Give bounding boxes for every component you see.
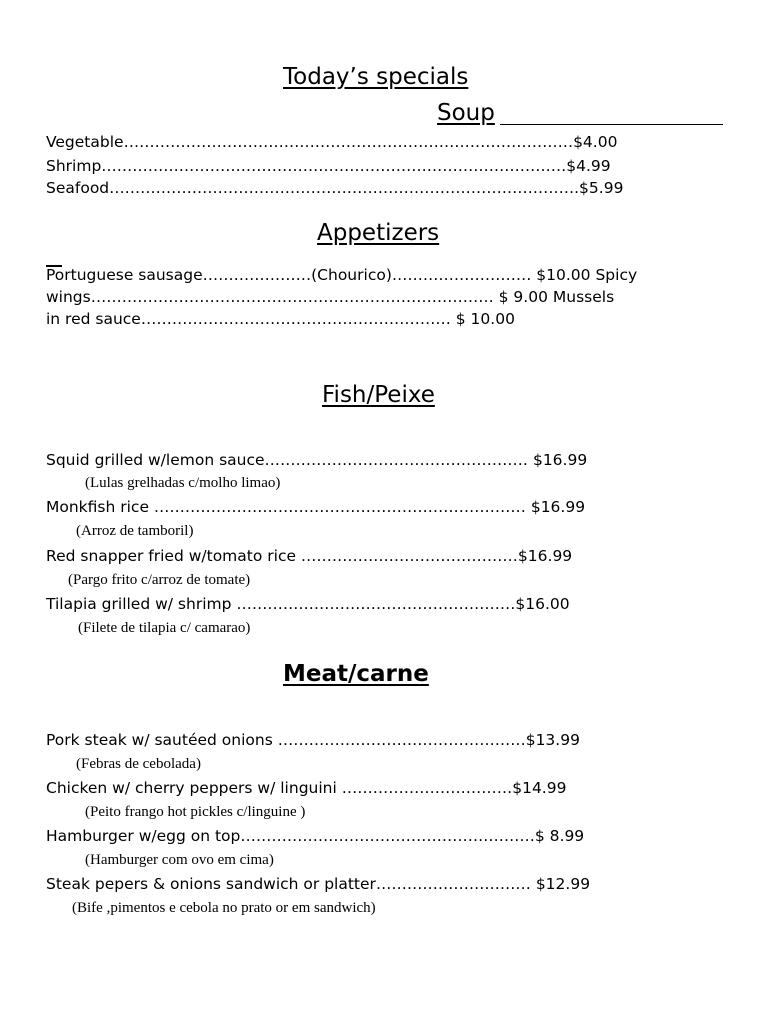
meat-item-pork-steak: Pork steak w/ sautéed onions …………………………………………$13.99: [46, 731, 580, 749]
meat-item-steak-peppers: Steak pepers & onions sandwich or platter………………………… $12.99: [46, 875, 591, 893]
appetizers-line-2: wings…………………………………………………………………… $ 9.00 Mussels: [46, 288, 615, 306]
meat-item-pork-steak-translation: (Febras de cebolada): [76, 756, 201, 772]
fish-item-monkfish-translation: (Arroz de tamboril): [76, 523, 194, 539]
appetizers-line-3: in red sauce…………………………………………………… $ 10.00: [46, 310, 515, 328]
fish-item-monkfish: Monkfish rice ……………………………………………………………… $16.99: [46, 498, 586, 516]
appetizers-heading: Appetizers: [317, 220, 440, 246]
meat-item-hamburger: Hamburger w/egg on top…………………………………………………$ 8.99: [46, 827, 585, 845]
soup-heading-underline: [500, 124, 723, 125]
soup-item-seafood: Seafood……………………………………………………………………………….$5.99: [46, 179, 624, 197]
fish-item-squid: Squid grilled w/lemon sauce…………………………………………… $16.99: [46, 451, 588, 469]
fish-item-tilapia: Tilapia grilled w/ shrimp ………………………………………………$16.00: [46, 595, 570, 613]
meat-item-chicken: Chicken w/ cherry peppers w/ linguini ……………………………$14.99: [46, 779, 567, 797]
appetizers-line-1: Portuguese sausage…………………(Chourico)……………………… $10.00 Spicy: [46, 266, 638, 284]
soup-item-shrimp: Shrimp………………………………………………………………………………$4.99: [46, 157, 611, 175]
fish-heading: Fish/Peixe: [322, 382, 435, 408]
page-title: Today’s specials: [283, 64, 469, 90]
fish-item-squid-translation: (Lulas grelhadas c/molho limao): [85, 475, 281, 491]
fish-item-red-snapper-translation: (Pargo frito c/arroz de tomate): [68, 572, 251, 588]
fish-item-red-snapper: Red snapper fried w/tomato rice ……………………………………$16.99: [46, 547, 573, 565]
meat-heading: Meat/carne: [283, 661, 429, 687]
meat-item-steak-peppers-translation: (Bife ,pimentos e cebola no prato or em sandwich): [72, 900, 376, 916]
meat-item-hamburger-translation: (Hamburger com ovo em cima): [85, 852, 274, 868]
meat-item-chicken-translation: (Peito frango hot pickles c/linguine ): [85, 804, 306, 820]
soup-heading: Soup: [437, 100, 495, 126]
soup-item-vegetable: Vegetable……………………………………………………………………………$4.00: [46, 133, 618, 151]
fish-item-tilapia-translation: (Filete de tilapia c/ camarao): [78, 620, 251, 636]
